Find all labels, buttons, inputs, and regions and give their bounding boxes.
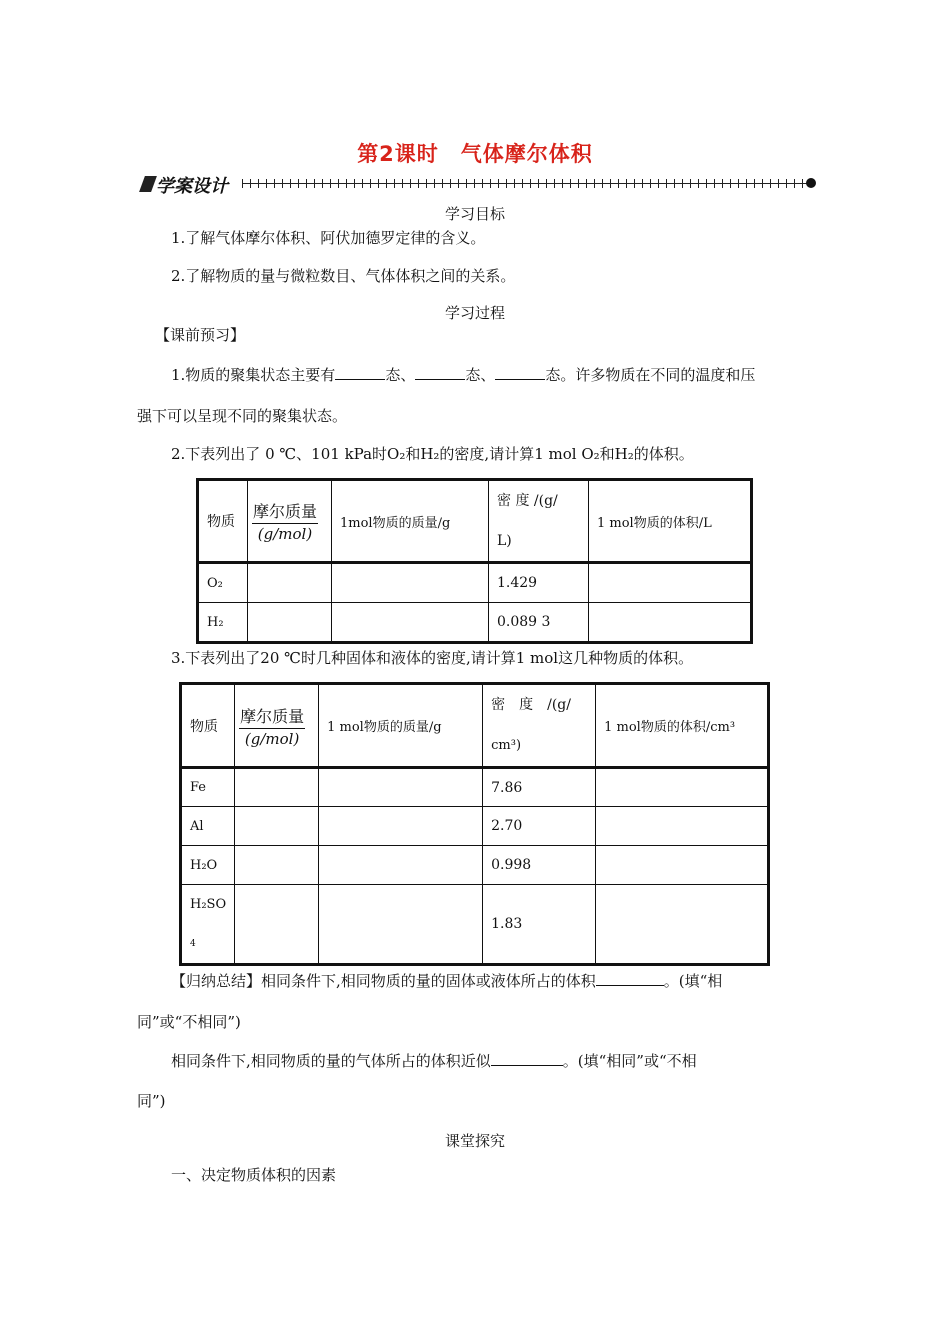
cell-mass[interactable]	[319, 846, 483, 885]
answer-blank[interactable]	[491, 1049, 563, 1066]
header-substance: 物质	[181, 684, 235, 768]
cell-volume[interactable]	[596, 768, 769, 807]
section-banner	[138, 172, 818, 196]
summary-2-text: 相同条件下,相同物质的量的气体所占的体积近似	[171, 1052, 491, 1070]
cell-mass[interactable]	[332, 563, 489, 603]
header-volume: 1 mol物质的体积/cm³	[596, 684, 769, 768]
goal-1: 1.了解气体摩尔体积、阿伏加德罗定律的含义。	[171, 229, 486, 247]
cell-molar-mass[interactable]	[235, 807, 319, 846]
cell-substance: H₂SO 4	[181, 885, 235, 965]
cell-volume[interactable]	[596, 885, 769, 965]
cell-density: 7.86	[483, 768, 596, 807]
cell-substance: Al	[181, 807, 235, 846]
cell-substance: O₂	[198, 563, 248, 603]
table-row	[198, 563, 752, 603]
table-row	[181, 807, 769, 846]
summary-1-line2: 同”或“不相同”)	[137, 1013, 241, 1031]
q1-state: 态、	[385, 366, 416, 384]
header-substance: 物质	[198, 480, 248, 563]
cell-molar-mass[interactable]	[248, 563, 332, 603]
heading-classroom: 课堂探究	[444, 1132, 505, 1150]
section-1-heading: 一、决定物质体积的因素	[171, 1166, 337, 1184]
cell-volume[interactable]	[596, 807, 769, 846]
cell-mass[interactable]	[319, 807, 483, 846]
banner-end-dot	[806, 178, 816, 188]
cell-substance: H₂	[198, 603, 248, 643]
header-density: 密 度 /(g/ cm³)	[483, 684, 596, 768]
table-row	[181, 768, 769, 807]
q1-state: 态、	[465, 366, 496, 384]
table-row	[181, 885, 769, 965]
preview-label: 【课前预习】	[155, 326, 246, 344]
banner-label: 学案设计	[156, 176, 228, 197]
cell-molar-mass[interactable]	[235, 768, 319, 807]
header-mass: 1 mol物质的质量/g	[319, 684, 483, 768]
answer-blank[interactable]	[335, 363, 385, 380]
summary-2-line2: 同”)	[137, 1092, 166, 1110]
summary-2	[171, 1039, 697, 1083]
table-gas-density	[196, 478, 753, 644]
table-row	[181, 846, 769, 885]
heading-process: 学习过程	[444, 304, 505, 322]
heading-goals: 学习目标	[444, 205, 505, 223]
table-header-row	[198, 480, 752, 563]
cell-mass[interactable]	[319, 768, 483, 807]
cell-substance: Fe	[181, 768, 235, 807]
summary-1-text: 【归纳总结】相同条件下,相同物质的量的固体或液体所占的体积	[171, 972, 596, 990]
header-molar-mass: $\frac{\text{摩尔质量}}{\text{(g/mol)}}$	[248, 480, 332, 563]
summary-1	[171, 959, 722, 1003]
summary-1-hint: 。(填“相	[663, 972, 723, 990]
table-header-row	[181, 684, 769, 768]
cell-molar-mass[interactable]	[235, 885, 319, 965]
cell-mass[interactable]	[319, 885, 483, 965]
answer-blank[interactable]	[596, 969, 664, 986]
cell-density: 0.998	[483, 846, 596, 885]
q1-text: 1.物质的聚集状态主要有	[171, 366, 336, 384]
question-1-line2: 强下可以呈现不同的聚集状态。	[137, 407, 348, 425]
cell-density: 0.089 3	[489, 603, 589, 643]
summary-2-hint: 。(填“相同”或“不相	[562, 1052, 697, 1070]
cell-volume[interactable]	[596, 846, 769, 885]
question-2: 2.下表列出了 0 ℃、101 kPa时O₂和H₂的密度,请计算1 mol O₂和H₂的体积。	[171, 445, 694, 463]
q1-state-last: 态。许多物质在不同的温度和压	[545, 366, 756, 384]
question-3: 3.下表列出了20 ℃时几种固体和液体的密度,请计算1 mol这几种物质的体积。	[171, 649, 694, 667]
cell-density: 1.429	[489, 563, 589, 603]
cell-volume[interactable]	[589, 563, 752, 603]
cell-molar-mass[interactable]	[235, 846, 319, 885]
header-volume: 1 mol物质的体积/L	[589, 480, 752, 563]
header-mass: 1mol物质的质量/g	[332, 480, 489, 563]
header-density: 密 度 /(g/ L)	[489, 480, 589, 563]
goal-2: 2.了解物质的量与微粒数目、气体体积之间的关系。	[171, 267, 516, 285]
table-solid-liquid-density	[179, 682, 770, 966]
cell-density: 1.83	[483, 885, 596, 965]
answer-blank[interactable]	[495, 363, 545, 380]
cell-density: 2.70	[483, 807, 596, 846]
answer-blank[interactable]	[415, 363, 465, 380]
header-molar-mass: $\frac{\text{摩尔质量}}{\text{(g/mol)}}$	[235, 684, 319, 768]
cell-substance: H₂O	[181, 846, 235, 885]
banner-rule	[242, 183, 810, 184]
question-1	[171, 353, 755, 397]
banner-mark	[139, 176, 157, 192]
page-title: 第2课时 气体摩尔体积	[357, 142, 593, 166]
